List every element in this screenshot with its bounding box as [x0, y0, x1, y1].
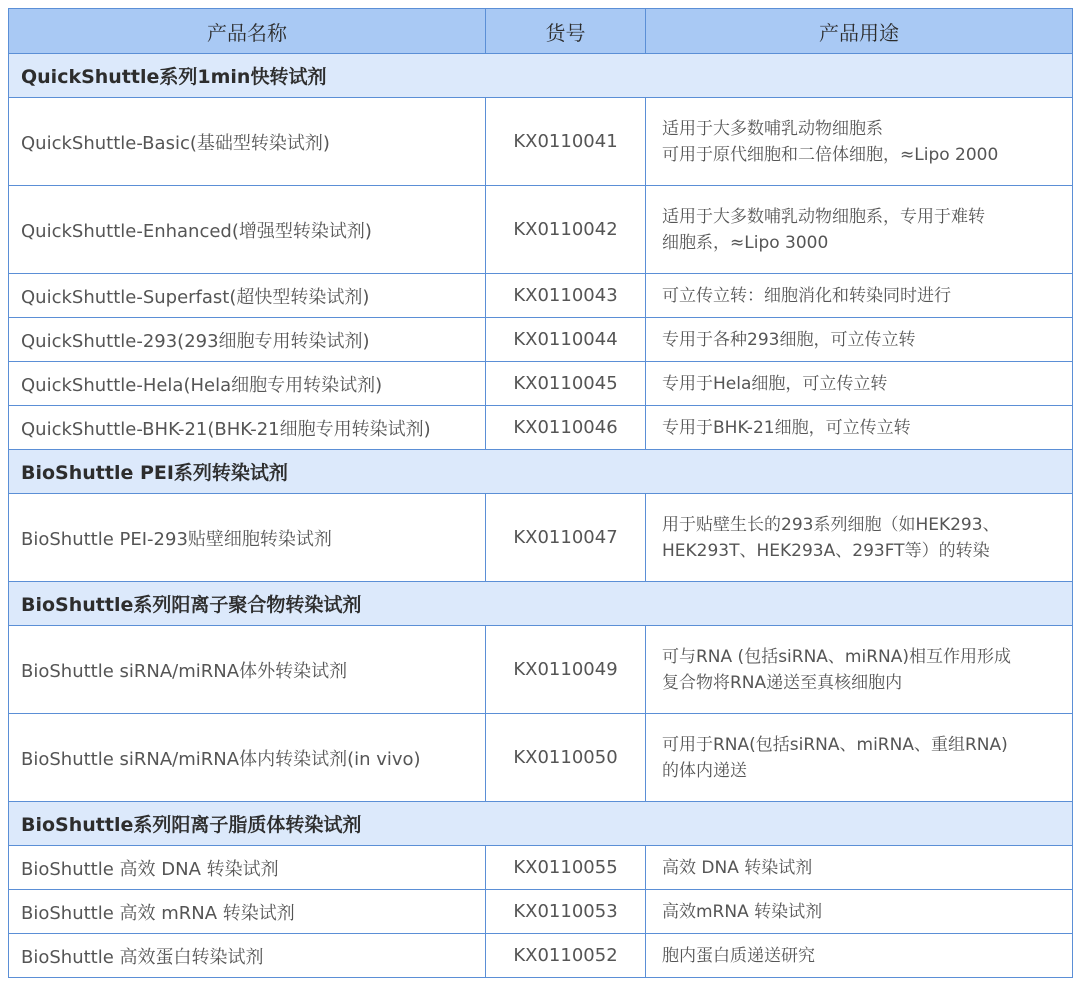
product-name-cell: BioShuttle PEI-293贴壁细胞转染试剂 — [9, 494, 486, 582]
product-name-cell: BioShuttle 高效 DNA 转染试剂 — [9, 846, 486, 890]
product-use-line: 可立传立转：细胞消化和转染同时进行 — [662, 285, 951, 306]
product-row — [9, 362, 1073, 406]
product-code-cell: KX0110052 — [486, 934, 646, 978]
group-row — [9, 54, 1073, 98]
group-title: BioShuttle PEI系列转染试剂 — [9, 450, 1073, 494]
product-use-line: HEK293T、HEK293A、293FT等）的转染 — [662, 540, 990, 561]
product-use-cell — [646, 362, 1073, 406]
product-use-cell — [646, 890, 1073, 934]
product-use-cell — [646, 934, 1073, 978]
product-code-cell: KX0110042 — [486, 186, 646, 274]
product-code-cell: KX0110053 — [486, 890, 646, 934]
group-title: BioShuttle系列阳离子脂质体转染试剂 — [9, 802, 1073, 846]
product-use-line: 细胞系，≈Lipo 3000 — [662, 232, 829, 253]
group-row — [9, 802, 1073, 846]
product-row — [9, 274, 1073, 318]
product-use-line: 用于贴壁生长的293系列细胞（如HEK293、 — [662, 514, 1000, 535]
product-use-cell — [646, 274, 1073, 318]
product-use-cell — [646, 98, 1073, 186]
product-row — [9, 890, 1073, 934]
group-row — [9, 450, 1073, 494]
product-use-cell — [646, 318, 1073, 362]
product-name-cell: QuickShuttle-Hela(Hela细胞专用转染试剂) — [9, 362, 486, 406]
product-use-cell — [646, 626, 1073, 714]
product-use-line: 专用于Hela细胞，可立传立转 — [662, 373, 888, 394]
product-code-cell: KX0110041 — [486, 98, 646, 186]
product-name-cell: QuickShuttle-Enhanced(增强型转染试剂) — [9, 186, 486, 274]
product-code-cell: KX0110055 — [486, 846, 646, 890]
product-row — [9, 186, 1073, 274]
product-use-cell — [646, 494, 1073, 582]
product-use-cell — [646, 406, 1073, 450]
product-row — [9, 98, 1073, 186]
product-name-cell: BioShuttle 高效 mRNA 转染试剂 — [9, 890, 486, 934]
product-use-line: 专用于各种293细胞，可立传立转 — [662, 329, 916, 350]
product-code-cell: KX0110043 — [486, 274, 646, 318]
product-row — [9, 494, 1073, 582]
product-table — [8, 8, 1073, 978]
product-name-cell: QuickShuttle-293(293细胞专用转染试剂) — [9, 318, 486, 362]
product-use-line: 适用于大多数哺乳动物细胞系 — [662, 118, 883, 139]
product-use-cell — [646, 846, 1073, 890]
product-use-cell — [646, 714, 1073, 802]
product-code-cell: KX0110044 — [486, 318, 646, 362]
product-use-line: 的体内递送 — [662, 760, 747, 781]
product-name-cell: QuickShuttle-Superfast(超快型转染试剂) — [9, 274, 486, 318]
product-name-cell: BioShuttle 高效蛋白转染试剂 — [9, 934, 486, 978]
product-use-line: 高效mRNA 转染试剂 — [662, 901, 823, 922]
product-row — [9, 846, 1073, 890]
product-row — [9, 318, 1073, 362]
product-code-cell: KX0110050 — [486, 714, 646, 802]
product-code-cell: KX0110046 — [486, 406, 646, 450]
product-name-cell: QuickShuttle-Basic(基础型转染试剂) — [9, 98, 486, 186]
product-row — [9, 626, 1073, 714]
group-title: QuickShuttle系列1min快转试剂 — [9, 54, 1073, 98]
product-code-cell: KX0110047 — [486, 494, 646, 582]
product-use-line: 高效 DNA 转染试剂 — [662, 857, 813, 878]
product-name-cell: BioShuttle siRNA/miRNA体外转染试剂 — [9, 626, 486, 714]
product-name-cell: QuickShuttle-BHK-21(BHK-21细胞专用转染试剂) — [9, 406, 486, 450]
product-use-line: 适用于大多数哺乳动物细胞系，专用于难转 — [662, 206, 985, 227]
product-use-cell — [646, 186, 1073, 274]
header-product-name: 产品名称 — [9, 9, 486, 54]
product-row — [9, 714, 1073, 802]
group-title: BioShuttle系列阳离子聚合物转染试剂 — [9, 582, 1073, 626]
product-row — [9, 406, 1073, 450]
header-row — [9, 9, 1073, 54]
product-use-line: 可用于原代细胞和二倍体细胞，≈Lipo 2000 — [662, 144, 999, 165]
product-use-line: 专用于BHK-21细胞，可立传立转 — [662, 417, 911, 438]
product-code-cell: KX0110045 — [486, 362, 646, 406]
header-product-use: 产品用途 — [646, 9, 1073, 54]
product-code-cell: KX0110049 — [486, 626, 646, 714]
product-use-line: 复合物将RNA递送至真核细胞内 — [662, 672, 903, 693]
product-use-line: 可用于RNA(包括siRNA、miRNA、重组RNA) — [662, 734, 1008, 755]
product-use-line: 胞内蛋白质递送研究 — [662, 945, 815, 966]
product-use-line: 可与RNA (包括siRNA、miRNA)相互作用形成 — [662, 646, 1012, 667]
product-row — [9, 934, 1073, 978]
product-name-cell: BioShuttle siRNA/miRNA体内转染试剂(in vivo) — [9, 714, 486, 802]
header-product-code: 货号 — [486, 9, 646, 54]
product-table-container — [8, 8, 1072, 978]
group-row — [9, 582, 1073, 626]
